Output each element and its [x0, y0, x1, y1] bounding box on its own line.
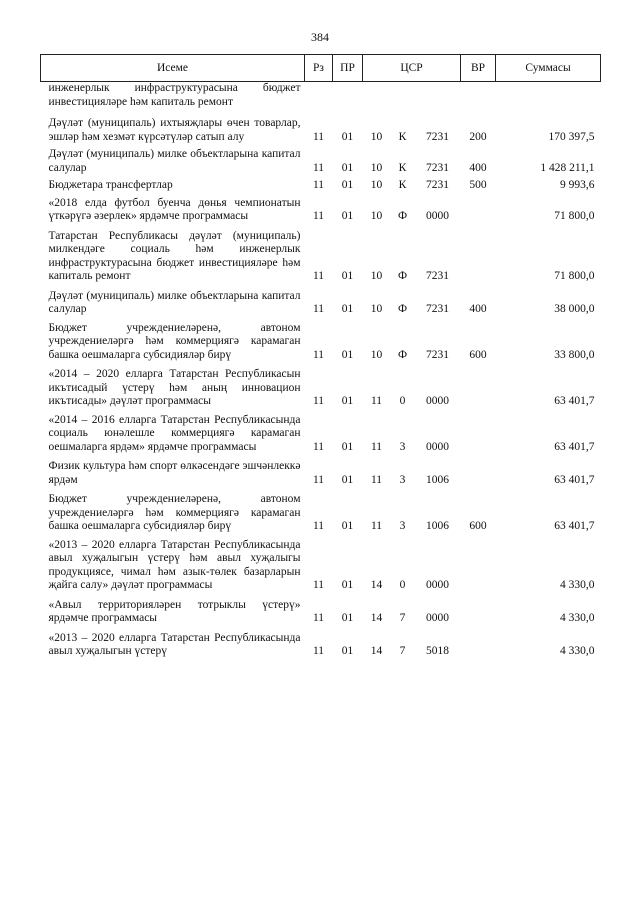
- row-pr-cell: 01: [341, 395, 354, 407]
- column-header-csr: ЦСР: [363, 55, 461, 82]
- row-name-cell: Бюджетара трансфертлар: [48, 179, 173, 191]
- row-rz-cell: 11: [312, 612, 325, 624]
- page-number: 384: [311, 30, 329, 44]
- row-vr-cell: [461, 193, 496, 224]
- table-row: [41, 193, 601, 224]
- row-name-cell: «2013 – 2020 елларга Татарстан Республикасында авыл хуҗалыгын үстерү һәм авыл хуҗалыгы продукциясе, чимал һәм азык-төлек базарларын җайга салу» дәүләт программасы: [48, 538, 301, 591]
- row-pr-cell: 01: [341, 520, 354, 532]
- row-pr-cell: 01: [341, 270, 354, 282]
- row-vr-cell: [461, 454, 496, 487]
- row-csr-direction-cell: 1006: [426, 520, 450, 532]
- table-row: [41, 454, 601, 487]
- row-csr-subprogram-cell: 3: [399, 520, 406, 532]
- row-pr-cell: 01: [341, 440, 354, 453]
- row-name-cell: Татарстан Республикасы дәүләт (муниципаль) милкендәге социаль һәм инженерлык инфраструктурасына бюджет инвестицияләре һәм капиталь ремонт: [48, 229, 301, 282]
- row-vr-cell: [461, 82, 496, 110]
- row-csr-program-cell: 10: [370, 179, 383, 191]
- row-csr-program-cell: 11: [370, 395, 383, 407]
- row-csr-direction-cell: 7231: [426, 270, 450, 282]
- row-csr-program-cell: 10: [370, 303, 383, 315]
- row-csr-subprogram-cell: К: [398, 130, 407, 143]
- row-vr-cell: [461, 409, 496, 455]
- row-pr-cell: [333, 82, 363, 110]
- row-sum-cell: 4 330,0: [560, 612, 595, 624]
- row-csr-direction-cell: 7231: [426, 161, 450, 174]
- row-vr-cell: 400: [469, 161, 487, 174]
- row-csr-subprogram-cell: К: [398, 161, 407, 174]
- row-pr-cell: 01: [341, 130, 354, 143]
- row-name-cell: «2014 – 2016 елларга Татарстан Республикасында социаль юнәлешле коммерциягә карамаган оешмаларга ярдәм» ярдәмче программасы: [48, 413, 301, 453]
- row-pr-cell: 01: [341, 612, 354, 624]
- row-csr-direction-cell: 1006: [426, 473, 450, 486]
- row-pr-cell: 01: [341, 473, 354, 486]
- row-csr-program-cell: 14: [370, 645, 383, 657]
- row-rz-cell: 11: [312, 579, 325, 591]
- row-csr-program-cell: 14: [370, 612, 383, 624]
- row-sum-cell: 4 330,0: [560, 579, 595, 591]
- row-csr-direction-cell: [415, 82, 461, 110]
- row-rz-cell: 11: [312, 395, 325, 407]
- row-vr-cell: 400: [469, 303, 487, 315]
- row-sum-cell: 63 401,7: [554, 473, 595, 486]
- row-csr-direction-cell: 7231: [426, 348, 450, 361]
- column-header-rz: Рз: [305, 55, 333, 82]
- table-row: [41, 224, 601, 284]
- row-csr-direction-cell: 0000: [426, 612, 450, 624]
- row-csr-program-cell: 10: [370, 348, 383, 361]
- row-csr-subprogram-cell: Ф: [397, 210, 408, 222]
- row-vr-cell: 200: [469, 130, 487, 143]
- row-pr-cell: 01: [341, 579, 354, 591]
- row-csr-subprogram-cell: 3: [399, 473, 406, 486]
- row-csr-subprogram-cell: 7: [399, 645, 406, 657]
- row-rz-cell: 11: [312, 348, 325, 361]
- row-vr-cell: [461, 626, 496, 659]
- row-rz-cell: 11: [312, 440, 325, 453]
- row-rz-cell: [305, 82, 333, 110]
- row-sum-cell: 63 401,7: [554, 520, 595, 532]
- table-row: [41, 626, 601, 659]
- row-csr-direction-cell: 0000: [426, 210, 450, 222]
- row-name-cell: «2013 – 2020 елларга Татарстан Республикасында авыл хуҗалыгын үстерү: [48, 631, 301, 657]
- row-name-cell: инженерлык инфраструктурасына бюджет инвестицияләре һәм капиталь ремонт: [48, 82, 301, 108]
- row-pr-cell: 01: [341, 303, 354, 315]
- row-csr-program-cell: 11: [370, 473, 383, 486]
- row-vr-cell: 600: [469, 348, 487, 361]
- budget-table: [40, 54, 601, 659]
- row-rz-cell: 11: [312, 473, 325, 486]
- row-csr-program-cell: 11: [370, 520, 383, 532]
- row-sum-cell: 1 428 211,1: [540, 161, 595, 174]
- table-row: [41, 487, 601, 534]
- column-header-sum: Суммасы: [496, 55, 601, 82]
- row-csr-subprogram-cell: 3: [399, 440, 406, 453]
- budget-table-container: [40, 54, 600, 659]
- table-row: [41, 144, 601, 175]
- table-row: [41, 362, 601, 409]
- row-csr-program-cell: 10: [370, 130, 383, 143]
- row-rz-cell: 11: [312, 210, 325, 222]
- table-header: [41, 55, 601, 82]
- row-csr-subprogram-cell: Ф: [397, 270, 408, 282]
- row-csr-subprogram-cell: Ф: [397, 348, 408, 361]
- row-pr-cell: 01: [341, 348, 354, 361]
- row-vr-cell: [461, 534, 496, 593]
- row-sum-cell: 4 330,0: [560, 645, 595, 657]
- table-row: [41, 109, 601, 144]
- row-csr-program-cell: 10: [370, 270, 383, 282]
- row-vr-cell: 600: [469, 520, 487, 532]
- row-rz-cell: 11: [312, 303, 325, 315]
- row-sum-cell: [496, 82, 601, 110]
- row-name-cell: «2018 елда футбол буенча дөнья чемпионатын үткәрүгә әзерлек» ярдәмче программасы: [48, 196, 301, 222]
- row-vr-cell: [461, 593, 496, 626]
- row-rz-cell: 11: [312, 270, 325, 282]
- row-pr-cell: 01: [341, 645, 354, 657]
- row-name-cell: Бюджет учреждениеләренә, автоном учреждениеләргә һәм коммерциягә карамаган башка оешмаларга субсидияләр бирү: [48, 321, 301, 361]
- row-rz-cell: 11: [312, 645, 325, 657]
- row-csr-direction-cell: 7231: [426, 303, 450, 315]
- table-row: [41, 284, 601, 317]
- row-name-cell: «2014 – 2020 елларга Татарстан Республикасын икътисадый үстерү һәм аның инновацион икътисады» дәүләт программасы: [48, 368, 301, 407]
- row-rz-cell: 11: [312, 520, 325, 532]
- table-body: [41, 82, 601, 659]
- column-header-name: Исеме: [41, 55, 305, 82]
- row-rz-cell: 11: [312, 179, 325, 191]
- row-csr-subprogram-cell: К: [398, 179, 407, 191]
- row-sum-cell: 33 800,0: [554, 348, 595, 361]
- row-name-cell: «Авыл территорияләрен тотрыклы үстерү» ярдәмче программасы: [48, 598, 301, 624]
- column-header-vr: ВР: [461, 55, 496, 82]
- table-row: [41, 409, 601, 455]
- table-row: [41, 317, 601, 363]
- row-pr-cell: 01: [341, 210, 354, 222]
- row-sum-cell: 63 401,7: [554, 440, 595, 453]
- row-csr-direction-cell: 0000: [426, 395, 450, 407]
- table-row: [41, 82, 601, 110]
- row-csr-program-cell: 10: [370, 161, 383, 174]
- row-name-cell: Бюджет учреждениеләренә, автоном учреждениеләргә һәм коммерциягә карамаган башка оешмаларга субсидияләр бирү: [48, 493, 301, 532]
- table-row: [41, 175, 601, 193]
- row-sum-cell: 71 800,0: [554, 210, 595, 222]
- row-csr-subprogram-cell: 0: [399, 579, 406, 591]
- row-csr-direction-cell: 0000: [426, 579, 450, 591]
- row-rz-cell: 11: [312, 161, 325, 174]
- row-sum-cell: 63 401,7: [554, 395, 595, 407]
- row-csr-subprogram-cell: Ф: [397, 303, 408, 315]
- row-csr-program-cell: 14: [370, 579, 383, 591]
- row-vr-cell: [461, 362, 496, 409]
- row-csr-subprogram-cell: [391, 82, 415, 110]
- row-csr-direction-cell: 7231: [426, 130, 450, 143]
- row-name-cell: Дәүләт (муниципаль) ихтыяҗлары өчен товарлар, эшләр һәм хезмәт күрсәтүләр сатып алу: [48, 117, 301, 143]
- table-row: [41, 593, 601, 626]
- row-csr-program-cell: [363, 82, 391, 110]
- row-csr-direction-cell: 7231: [426, 179, 450, 191]
- row-pr-cell: 01: [341, 179, 354, 191]
- row-vr-cell: [461, 224, 496, 284]
- row-csr-subprogram-cell: 0: [399, 395, 406, 407]
- row-pr-cell: 01: [341, 161, 354, 174]
- row-name-cell: Дәүләт (муниципаль) милке объектларына капитал салулар: [48, 148, 301, 174]
- row-csr-program-cell: 10: [370, 210, 383, 222]
- row-sum-cell: 71 800,0: [554, 270, 595, 282]
- row-vr-cell: 500: [469, 179, 487, 191]
- row-csr-direction-cell: 0000: [426, 440, 450, 453]
- row-rz-cell: 11: [312, 130, 325, 143]
- row-csr-subprogram-cell: 7: [399, 612, 406, 624]
- table-row: [41, 534, 601, 593]
- column-header-pr: ПР: [333, 55, 363, 82]
- row-name-cell: Физик культура һәм спорт өлкәсендәге эшчәнлеккә ярдәм: [48, 460, 301, 486]
- row-sum-cell: 38 000,0: [554, 303, 595, 315]
- row-csr-program-cell: 11: [370, 440, 383, 453]
- row-name-cell: Дәүләт (муниципаль) милке объектларына капитал салулар: [48, 289, 301, 315]
- row-sum-cell: 170 397,5: [548, 130, 595, 143]
- row-csr-direction-cell: 5018: [426, 645, 450, 657]
- row-sum-cell: 9 993,6: [560, 179, 595, 191]
